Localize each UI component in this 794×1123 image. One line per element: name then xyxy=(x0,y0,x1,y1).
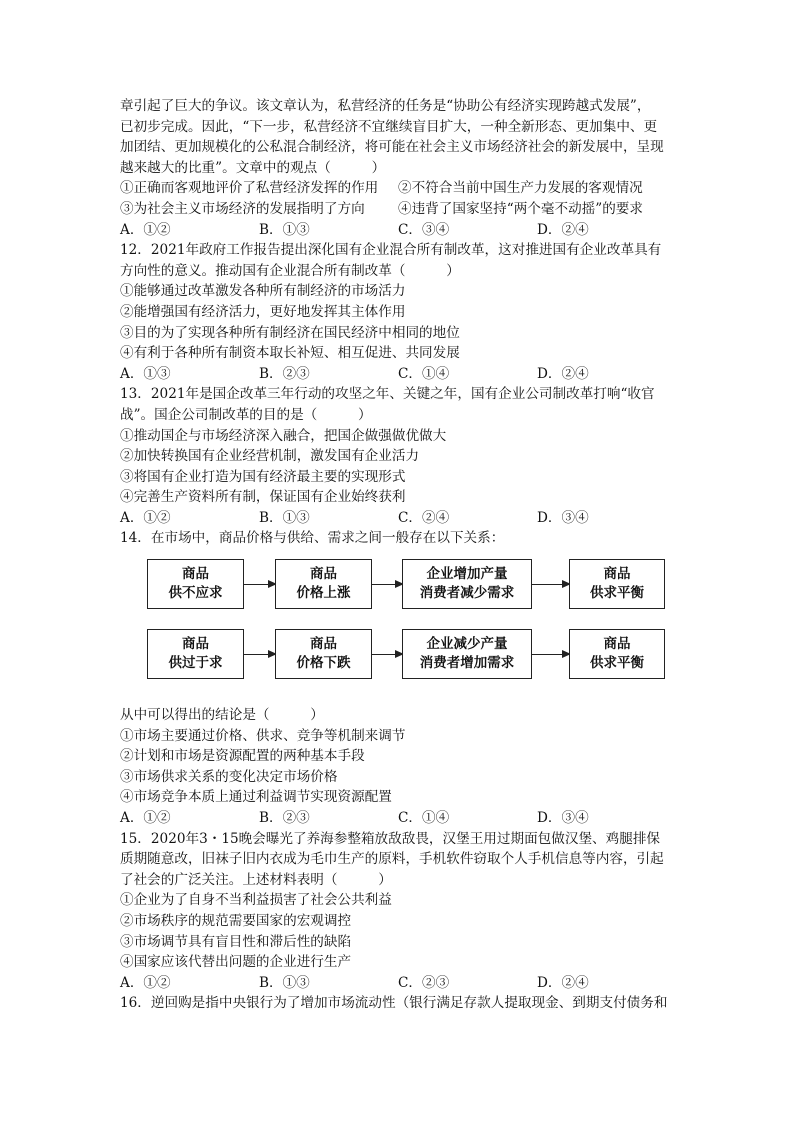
question-text-line: 14．在市场中，商品价格与供给、需求之间一般存在以下关系： xyxy=(120,530,505,547)
flow-box-line: 供不应求 xyxy=(168,585,223,602)
option-item: ③将国有企业打造为国有经济最主要的实现形式 xyxy=(120,468,406,485)
choice-d: D．③④ xyxy=(537,509,589,526)
option-item: ②不符合当前中国生产力发展的客观情况 xyxy=(398,180,643,197)
flow-box-price-rise xyxy=(275,559,372,609)
question-11 xyxy=(120,96,676,240)
choice-c: C．①④ xyxy=(398,365,450,382)
flow-box-line: 供求平衡 xyxy=(590,655,644,672)
answer-choices xyxy=(120,508,676,529)
choice-b: B．②③ xyxy=(259,365,310,382)
answer-choices xyxy=(120,364,676,385)
flow-arrow xyxy=(244,584,275,585)
option-item: ④有利于各种所有制资本取长补短、相互促进、共同发展 xyxy=(120,345,460,362)
question-text-line: 了社会的广泛关注。上述材料表明（ ） xyxy=(120,871,392,888)
option-row xyxy=(120,199,676,220)
flow-arrow xyxy=(532,654,569,655)
flow-box-shortage xyxy=(147,559,244,609)
choice-b: B．①③ xyxy=(259,974,310,991)
flow-box-line: 商品 xyxy=(603,636,631,653)
choice-c: C．②④ xyxy=(398,509,450,526)
flow-box-price-fall xyxy=(275,629,372,679)
option-item: ④市场竞争本质上通过利益调节实现资源配置 xyxy=(120,789,392,806)
flow-box-line: 商品 xyxy=(603,566,631,583)
choice-a: A．①② xyxy=(120,221,171,238)
flow-box-line: 商品 xyxy=(182,636,209,653)
option-item: ③市场调节具有盲目性和滞后性的缺陷 xyxy=(120,933,352,950)
answer-choices xyxy=(120,973,676,994)
choice-d: D．②④ xyxy=(537,221,589,238)
answer-choices xyxy=(120,808,676,829)
question-16 xyxy=(120,993,676,1014)
choice-d: D．③④ xyxy=(537,810,589,827)
choice-a: A．①② xyxy=(120,810,171,827)
question-text-line: 加团结、更加规模化的公私混合制经济，将可能在社会主义市场经济社会的新发展中，呈现 xyxy=(120,139,664,156)
flow-box-line: 商品 xyxy=(310,636,337,653)
question-text-line: 方向性的意义。推动国有企业混合所有制改革（ ） xyxy=(120,262,460,279)
flow-arrow xyxy=(244,654,275,655)
question-15 xyxy=(120,829,676,994)
choice-a: A．①② xyxy=(120,974,171,991)
choice-d: D．②④ xyxy=(537,974,589,991)
option-item: ②加快转换国有企业经营机制，激发国有企业活力 xyxy=(120,448,420,465)
exam-page xyxy=(120,96,676,1014)
choice-d: D．②④ xyxy=(537,365,589,382)
option-item: ①市场主要通过价格、供求、竞争等机制来调节 xyxy=(120,727,406,744)
choice-b: B．①③ xyxy=(259,509,310,526)
flow-box-line: 商品 xyxy=(182,566,209,583)
choice-c: C．①④ xyxy=(398,810,450,827)
question-12 xyxy=(120,240,676,384)
flow-box-equilibrium xyxy=(569,629,665,679)
flow-arrow xyxy=(372,654,402,655)
flow-box-line: 企业增加产量 xyxy=(426,566,508,583)
choice-c: C．②③ xyxy=(398,974,450,991)
flow-box-supply-down-demand-up xyxy=(402,629,532,679)
option-row xyxy=(120,178,676,199)
flow-box-line: 供过于求 xyxy=(168,655,223,672)
flow-box-supply-up-demand-down xyxy=(402,559,532,609)
flow-box-surplus xyxy=(147,629,244,679)
option-item: ④违背了国家坚持“两个毫不动摇”的要求 xyxy=(398,200,643,217)
answer-choices xyxy=(120,220,676,241)
option-item: ③目的为了实现各种所有制经济在国民经济中相同的地位 xyxy=(120,324,460,341)
choice-b: B．②③ xyxy=(259,810,310,827)
question-text-line: 战”。国企公司制改革的目的是（ ） xyxy=(120,406,372,423)
flow-box-equilibrium xyxy=(569,559,665,609)
option-item: ④国家应该代替出问题的企业进行生产 xyxy=(120,954,352,971)
option-item: ②市场秩序的规范需要国家的宏观调控 xyxy=(120,913,352,929)
option-item: ③为社会主义市场经济的发展指明了方向 xyxy=(120,200,365,217)
option-item: ③市场供求关系的变化决定市场价格 xyxy=(120,768,338,785)
flow-box-line: 消费者增加需求 xyxy=(419,655,515,672)
question-text-line: 15．2020年3・15晚会曝光了养海参整箱放敌敌畏，汉堡王用过期面包做汉堡、鸡腿排保 xyxy=(120,830,661,847)
question-text-line: 越来越大的比重”。文章中的观点（ ） xyxy=(120,159,386,176)
choice-b: B．①③ xyxy=(259,221,310,238)
choice-a: A．①③ xyxy=(120,365,171,382)
option-item: ①推动国企与市场经济深入融合，把国企做强做优做大 xyxy=(120,427,447,444)
flow-box-line: 消费者减少需求 xyxy=(419,585,515,602)
supply-demand-flow-diagram xyxy=(120,553,676,701)
question-text-line: 12．2021年政府工作报告提出深化国有企业混合所有制改革，这对推进国有企业改革具有 xyxy=(120,242,662,259)
flow-box-line: 企业减少产量 xyxy=(426,636,508,653)
question-13 xyxy=(120,384,676,528)
option-item: ④完善生产资料所有制，保证国有企业始终获利 xyxy=(120,489,406,506)
question-text-line: 章引起了巨大的争议。该文章认为，私营经济的任务是“协助公有经济实现跨越式发展”， xyxy=(120,98,651,114)
choice-c: C．③④ xyxy=(398,221,450,238)
flow-arrow xyxy=(372,584,402,585)
option-item: ①能够通过改革激发各种所有制经济的市场活力 xyxy=(120,283,406,300)
question-text-line: 13．2021年是国企改革三年行动的攻坚之年、关键之年，国有企业公司制改革打响“收官 xyxy=(120,386,655,403)
question-text-line: 质期随意改，旧袜子旧内衣成为毛巾生产的原料，手机软件窃取个人手机信息等内容，引起 xyxy=(120,851,664,868)
flow-box-line: 供求平衡 xyxy=(590,585,644,602)
question-text-line: 从中可以得出的结论是（ ） xyxy=(120,707,324,724)
flow-arrow xyxy=(532,584,569,585)
option-item: ②计划和市场是资源配置的两种基本手段 xyxy=(120,748,365,765)
question-14 xyxy=(120,528,676,828)
flow-box-line: 价格上涨 xyxy=(296,585,351,602)
choice-a: A．①② xyxy=(120,509,171,526)
option-item: ①正确而客观地评价了私营经济发挥的作用 xyxy=(120,180,379,197)
flow-box-line: 商品 xyxy=(310,566,337,583)
option-item: ①企业为了自身不当利益损害了社会公共利益 xyxy=(120,892,392,909)
flow-box-line: 价格下跌 xyxy=(296,655,351,672)
option-item: ②能增强国有经济活力，更好地发挥其主体作用 xyxy=(120,303,406,320)
question-text-line: 16．逆回购是指中央银行为了增加市场流动性（银行满足存款人提取现金、到期支付债务和 xyxy=(120,995,668,1012)
question-text-line: 已初步完成。因此，“下一步，私营经济不宜继续盲目扩大，一种全新形态、更加集中、更 xyxy=(120,118,658,135)
